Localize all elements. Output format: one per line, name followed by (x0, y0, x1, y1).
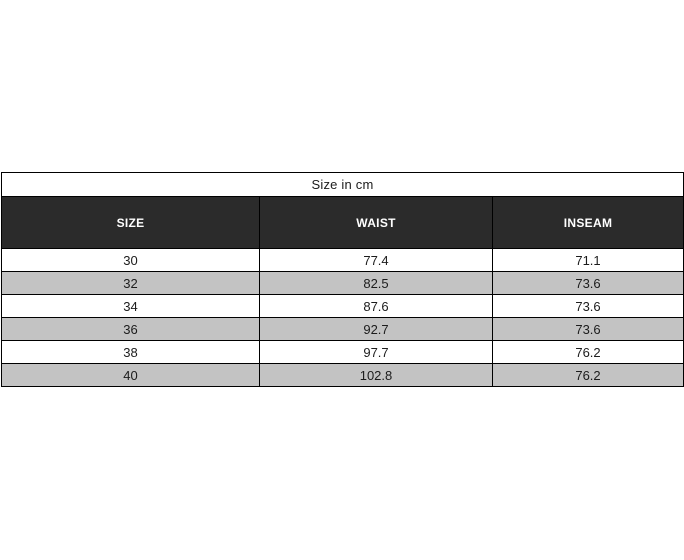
table-cell: 82.5 (260, 272, 493, 295)
table-cell: 76.2 (493, 364, 684, 387)
size-chart-table (1, 172, 684, 387)
table-cell: 30 (2, 249, 260, 272)
table-row (2, 249, 684, 272)
table-cell: 40 (2, 364, 260, 387)
table-row (2, 272, 684, 295)
table-row (2, 295, 684, 318)
table-cell: 71.1 (493, 249, 684, 272)
table-cell: 73.6 (493, 318, 684, 341)
table-row (2, 341, 684, 364)
column-header-inseam: INSEAM (493, 197, 684, 249)
table-cell: 34 (2, 295, 260, 318)
table-header-row (2, 197, 684, 249)
table-caption: Size in cm (2, 173, 684, 197)
column-header-size: SIZE (2, 197, 260, 249)
table-cell: 76.2 (493, 341, 684, 364)
column-header-waist: WAIST (260, 197, 493, 249)
table-cell: 73.6 (493, 272, 684, 295)
size-chart-body (2, 249, 684, 387)
table-cell: 38 (2, 341, 260, 364)
table-caption-row (2, 173, 684, 197)
table-row (2, 318, 684, 341)
table-cell: 77.4 (260, 249, 493, 272)
table-cell: 92.7 (260, 318, 493, 341)
table-cell: 36 (2, 318, 260, 341)
table-cell: 32 (2, 272, 260, 295)
table-cell: 102.8 (260, 364, 493, 387)
table-row (2, 364, 684, 387)
table-cell: 87.6 (260, 295, 493, 318)
table-cell: 73.6 (493, 295, 684, 318)
table-cell: 97.7 (260, 341, 493, 364)
